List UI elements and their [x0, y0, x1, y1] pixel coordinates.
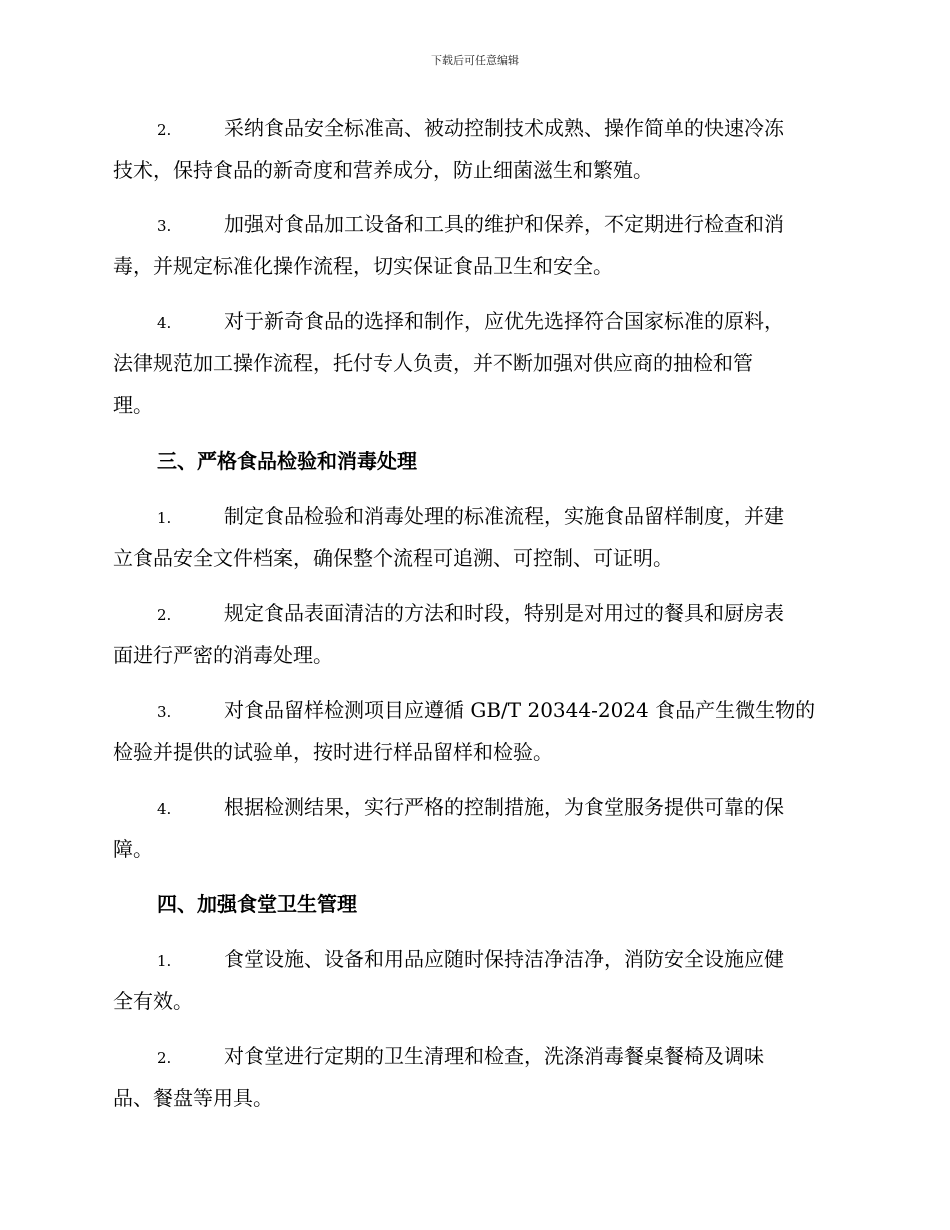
item-text: 毒，并规定标准化操作流程，切实保证食品卫生和安全。	[113, 254, 613, 278]
list-item	[113, 786, 835, 870]
item-text: 检验并提供的试验单，按时进行样品留样和检验。	[113, 740, 553, 764]
item-number: 4.	[157, 314, 172, 332]
item-text: 食堂设施、设备和用品应随时保持洁净洁净，消防安全设施应健	[224, 947, 784, 971]
item-text: 制定食品检验和消毒处理的标准流程，实施食品留样制度，并建	[224, 504, 784, 528]
item-number: 2.	[157, 606, 172, 624]
item-text: 对食堂进行定期的卫生清理和检查，洗涤消毒餐桌餐椅及调味	[224, 1044, 764, 1068]
item-number: 1.	[157, 952, 172, 970]
section-heading: 四、加强食堂卫生管理	[157, 892, 357, 916]
item-text: 障。	[113, 837, 153, 861]
item-text: 根据检测结果，实行严格的控制措施，为食堂服务提供可靠的保	[224, 795, 784, 819]
item-text: 理。	[113, 393, 153, 417]
item-text: 法律规范加工操作流程，托付专人负责，并不断加强对供应商的抽检和管	[113, 351, 753, 375]
list-item	[113, 1035, 835, 1119]
item-number: 2.	[157, 1049, 172, 1067]
item-text: 立食品安全文件档案，确保整个流程可追溯、可控制、可证明。	[113, 546, 673, 570]
list-item	[113, 300, 835, 426]
list-item	[113, 495, 835, 579]
item-text: 采纳食品安全标准高、被动控制技术成熟、操作简单的快速冷冻	[224, 116, 784, 140]
section-heading: 三、严格食品检验和消毒处理	[157, 449, 417, 473]
item-number: 3.	[157, 217, 172, 235]
item-text: 规定食品表面清洁的方法和时段，特别是对用过的餐具和厨房表	[224, 601, 784, 625]
list-item	[113, 107, 835, 191]
page-header: 下载后可任意编辑	[431, 54, 519, 67]
item-text: 对食品留样检测项目应遵循 GB/T 20344-2024 食品产生微生物的	[224, 698, 816, 722]
item-number: 2.	[157, 121, 172, 139]
list-item	[113, 938, 835, 1022]
item-text: 技术，保持食品的新奇度和营养成分，防止细菌滋生和繁殖。	[113, 158, 653, 182]
item-number: 4.	[157, 800, 172, 818]
item-text: 加强对食品加工设备和工具的维护和保养，不定期进行检查和消	[224, 212, 784, 236]
list-item	[113, 689, 835, 773]
item-text: 全有效。	[113, 989, 193, 1013]
item-text: 面进行严密的消毒处理。	[113, 643, 333, 667]
list-item	[113, 203, 835, 287]
item-text: 对于新奇食品的选择和制作，应优先选择符合国家标准的原料，	[224, 309, 784, 333]
item-text: 品、餐盘等用具。	[113, 1086, 273, 1110]
item-number: 3.	[157, 703, 172, 721]
list-item	[113, 592, 835, 676]
item-number: 1.	[157, 509, 172, 527]
